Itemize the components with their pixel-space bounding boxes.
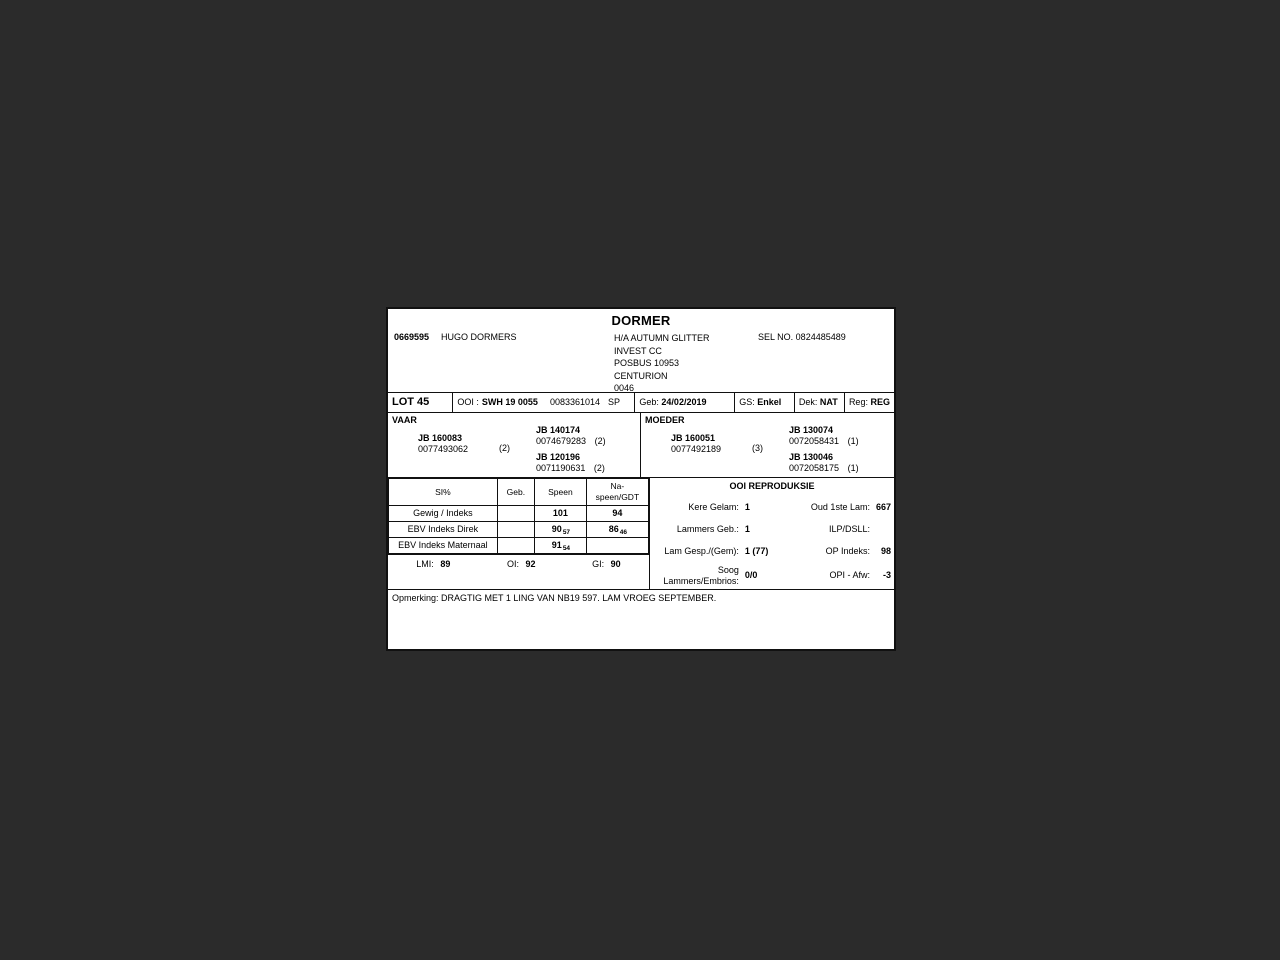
- member-number: 0669595: [394, 332, 430, 343]
- cell-naspeen: $86_{46}$: [586, 521, 648, 537]
- dam-identity: [671, 433, 721, 455]
- repro-label-kere-gelam: Kere Gelam:: [688, 501, 739, 512]
- repro-label-lammers-geb: Lammers Geb.:: [676, 523, 739, 534]
- lot-info-row: [388, 392, 894, 413]
- sire-identity: [418, 433, 468, 455]
- cell-geb: [497, 538, 534, 554]
- birth-date-value: 24/02/2019: [661, 397, 707, 408]
- dam-dam-count: (1): [847, 463, 859, 474]
- dam-dam-registration: 0072058175: [789, 463, 840, 474]
- column-header-geb: Geb.: [497, 479, 534, 505]
- cell-naspeen: 94: [586, 505, 648, 521]
- dam-progeny-count: (3): [752, 443, 763, 454]
- sire-registration: 0077493062: [418, 444, 469, 455]
- ooi-label: OOI :: [457, 397, 479, 408]
- index-lmi-label: LMI:: [416, 558, 434, 569]
- registration-status-cell: [845, 393, 894, 412]
- table-row: [650, 563, 894, 590]
- sire-tag: JB 160083: [418, 433, 463, 444]
- birth-status-label: GS:: [739, 397, 755, 408]
- repro-value-opi-afw: -3: [882, 570, 891, 581]
- repro-value-op-indeks: 98: [880, 545, 891, 556]
- mating-type-cell: [795, 393, 845, 412]
- row-label-weight-index: Gewig / Indeks: [389, 505, 498, 521]
- cell-speen: $90_{57}$: [535, 521, 587, 537]
- index-oi-value: 92: [525, 558, 536, 569]
- index-lmi: [416, 559, 450, 570]
- table-row: [389, 505, 649, 521]
- sire-dam-identity: [536, 452, 605, 474]
- repro-value-lammers-geb: 1: [744, 523, 750, 534]
- mating-type-value: NAT: [819, 397, 838, 408]
- table-row: [650, 541, 894, 563]
- address-block: [614, 332, 710, 395]
- sire-sire-identity: [536, 425, 606, 447]
- sel-number: SEL NO. 0824485489: [758, 332, 846, 343]
- dam-dam-tag: JB 130046: [789, 452, 834, 463]
- mating-type-label: Dek:: [798, 397, 818, 408]
- repro-label-op-indeks: OP Indeks:: [825, 545, 870, 556]
- ooi-suffix: SP: [608, 397, 621, 408]
- sire-dam-tag: JB 120196: [536, 452, 581, 463]
- sire-dam-registration: 0071190631: [536, 463, 586, 474]
- member-name: HUGO DORMERS: [441, 332, 517, 343]
- cell-speen: 101: [535, 505, 587, 521]
- column-header-speen: Speen: [535, 479, 587, 505]
- ooi-registration: 0083361014: [549, 397, 600, 408]
- column-header-naspeen: Na-speen/GDT: [586, 479, 648, 505]
- sire-dam-count: (2): [593, 463, 605, 474]
- address-line: POSBUS 10953: [614, 358, 680, 369]
- performance-header-row: [389, 479, 649, 505]
- sire-sire-count: (2): [594, 436, 606, 447]
- cell-naspeen: [586, 538, 648, 554]
- row-label-ebv-maternal: EBV Indeks Maternaal: [389, 538, 498, 554]
- performance-and-repro-section: [388, 478, 894, 590]
- dam-tag: JB 160051: [671, 433, 716, 444]
- sire-sire-registration: 0074679283: [536, 436, 587, 447]
- birth-status-value: Enkel: [757, 397, 782, 408]
- ooi-identification: [453, 393, 635, 412]
- index-oi-label: OI:: [506, 558, 519, 569]
- repro-table: [650, 497, 894, 590]
- address-line: 0046: [614, 383, 635, 394]
- index-oi: [507, 559, 536, 570]
- cell-geb: [497, 521, 534, 537]
- table-row: [389, 538, 649, 554]
- dam-sire-tag: JB 130074: [789, 425, 834, 436]
- index-gi-value: 90: [610, 558, 621, 569]
- breed-title: DORMER: [611, 313, 671, 328]
- birth-date-cell: [635, 393, 735, 412]
- pedigree-section: [388, 413, 894, 478]
- repro-value-oud-1ste-lam: 667: [875, 501, 891, 512]
- registration-status-label: Reg:: [848, 397, 868, 408]
- address-line: CENTURION: [614, 370, 668, 381]
- index-gi-label: GI:: [592, 558, 605, 569]
- repro-label-opi-afw: OPI - Afw:: [829, 570, 870, 581]
- dam-sire-count: (1): [847, 436, 859, 447]
- cell-speen: $91_{54}$: [535, 538, 587, 554]
- column-header-si: SI%: [389, 479, 498, 505]
- cell-geb: [497, 505, 534, 521]
- index-summary-strip: [388, 554, 649, 573]
- registration-status-value: REG: [870, 397, 890, 408]
- owner-header: [388, 330, 894, 392]
- repro-value-kere-gelam: 1: [744, 501, 750, 512]
- repro-value-ilp-dsll: [873, 519, 894, 541]
- dam-sire-registration: 0072058431: [789, 436, 840, 447]
- repro-label-soog-lammers: Soog Lammers/Embrios:: [663, 564, 739, 586]
- repro-value-soog-lammers: 0/0: [744, 570, 758, 581]
- sire-progeny-count: (2): [499, 443, 510, 454]
- repro-value-lam-gesp: 1 (77): [744, 545, 769, 556]
- performance-table: [388, 478, 649, 554]
- repro-panel: [650, 478, 894, 589]
- repro-label-oud-1ste-lam: Oud 1ste Lam:: [810, 501, 870, 512]
- index-lmi-value: 89: [440, 558, 451, 569]
- ooi-tag: SWH 19 0055: [481, 397, 538, 408]
- dam-panel: [641, 413, 894, 477]
- row-label-ebv-direct: EBV Indeks Direk: [389, 521, 498, 537]
- lot-number: LOT 45: [388, 393, 453, 412]
- sire-panel: [388, 413, 641, 477]
- dam-sire-identity: [789, 425, 859, 447]
- table-row: [389, 521, 649, 537]
- dam-registration: 0077492189: [671, 444, 722, 455]
- sire-sire-tag: JB 140174: [536, 425, 581, 436]
- repro-label-lam-gesp: Lam Gesp./(Gem):: [664, 545, 739, 556]
- animal-record-card: [386, 307, 896, 651]
- birth-status-cell: [735, 393, 795, 412]
- dam-dam-identity: [789, 452, 859, 474]
- table-row: [650, 519, 894, 541]
- remark-section: [388, 590, 894, 628]
- address-line: H/A AUTUMN GLITTER: [614, 333, 710, 344]
- birth-date-label: Geb:: [639, 397, 659, 408]
- remark-label: Opmerking:: [392, 593, 439, 603]
- repro-label-ilp-dsll: ILP/DSLL:: [828, 523, 870, 534]
- dam-title: MOEDER: [645, 415, 685, 426]
- repro-title: OOI REPRODUKSIE: [729, 481, 815, 492]
- index-gi: [592, 559, 621, 570]
- performance-table-wrap: [388, 478, 650, 589]
- remark-text: DRAGTIG MET 1 LING VAN NB19 597. LAM VROEG SEPTEMBER.: [441, 593, 717, 603]
- address-line: INVEST CC: [614, 345, 662, 356]
- table-row: [650, 497, 894, 519]
- sire-title: VAAR: [392, 415, 417, 426]
